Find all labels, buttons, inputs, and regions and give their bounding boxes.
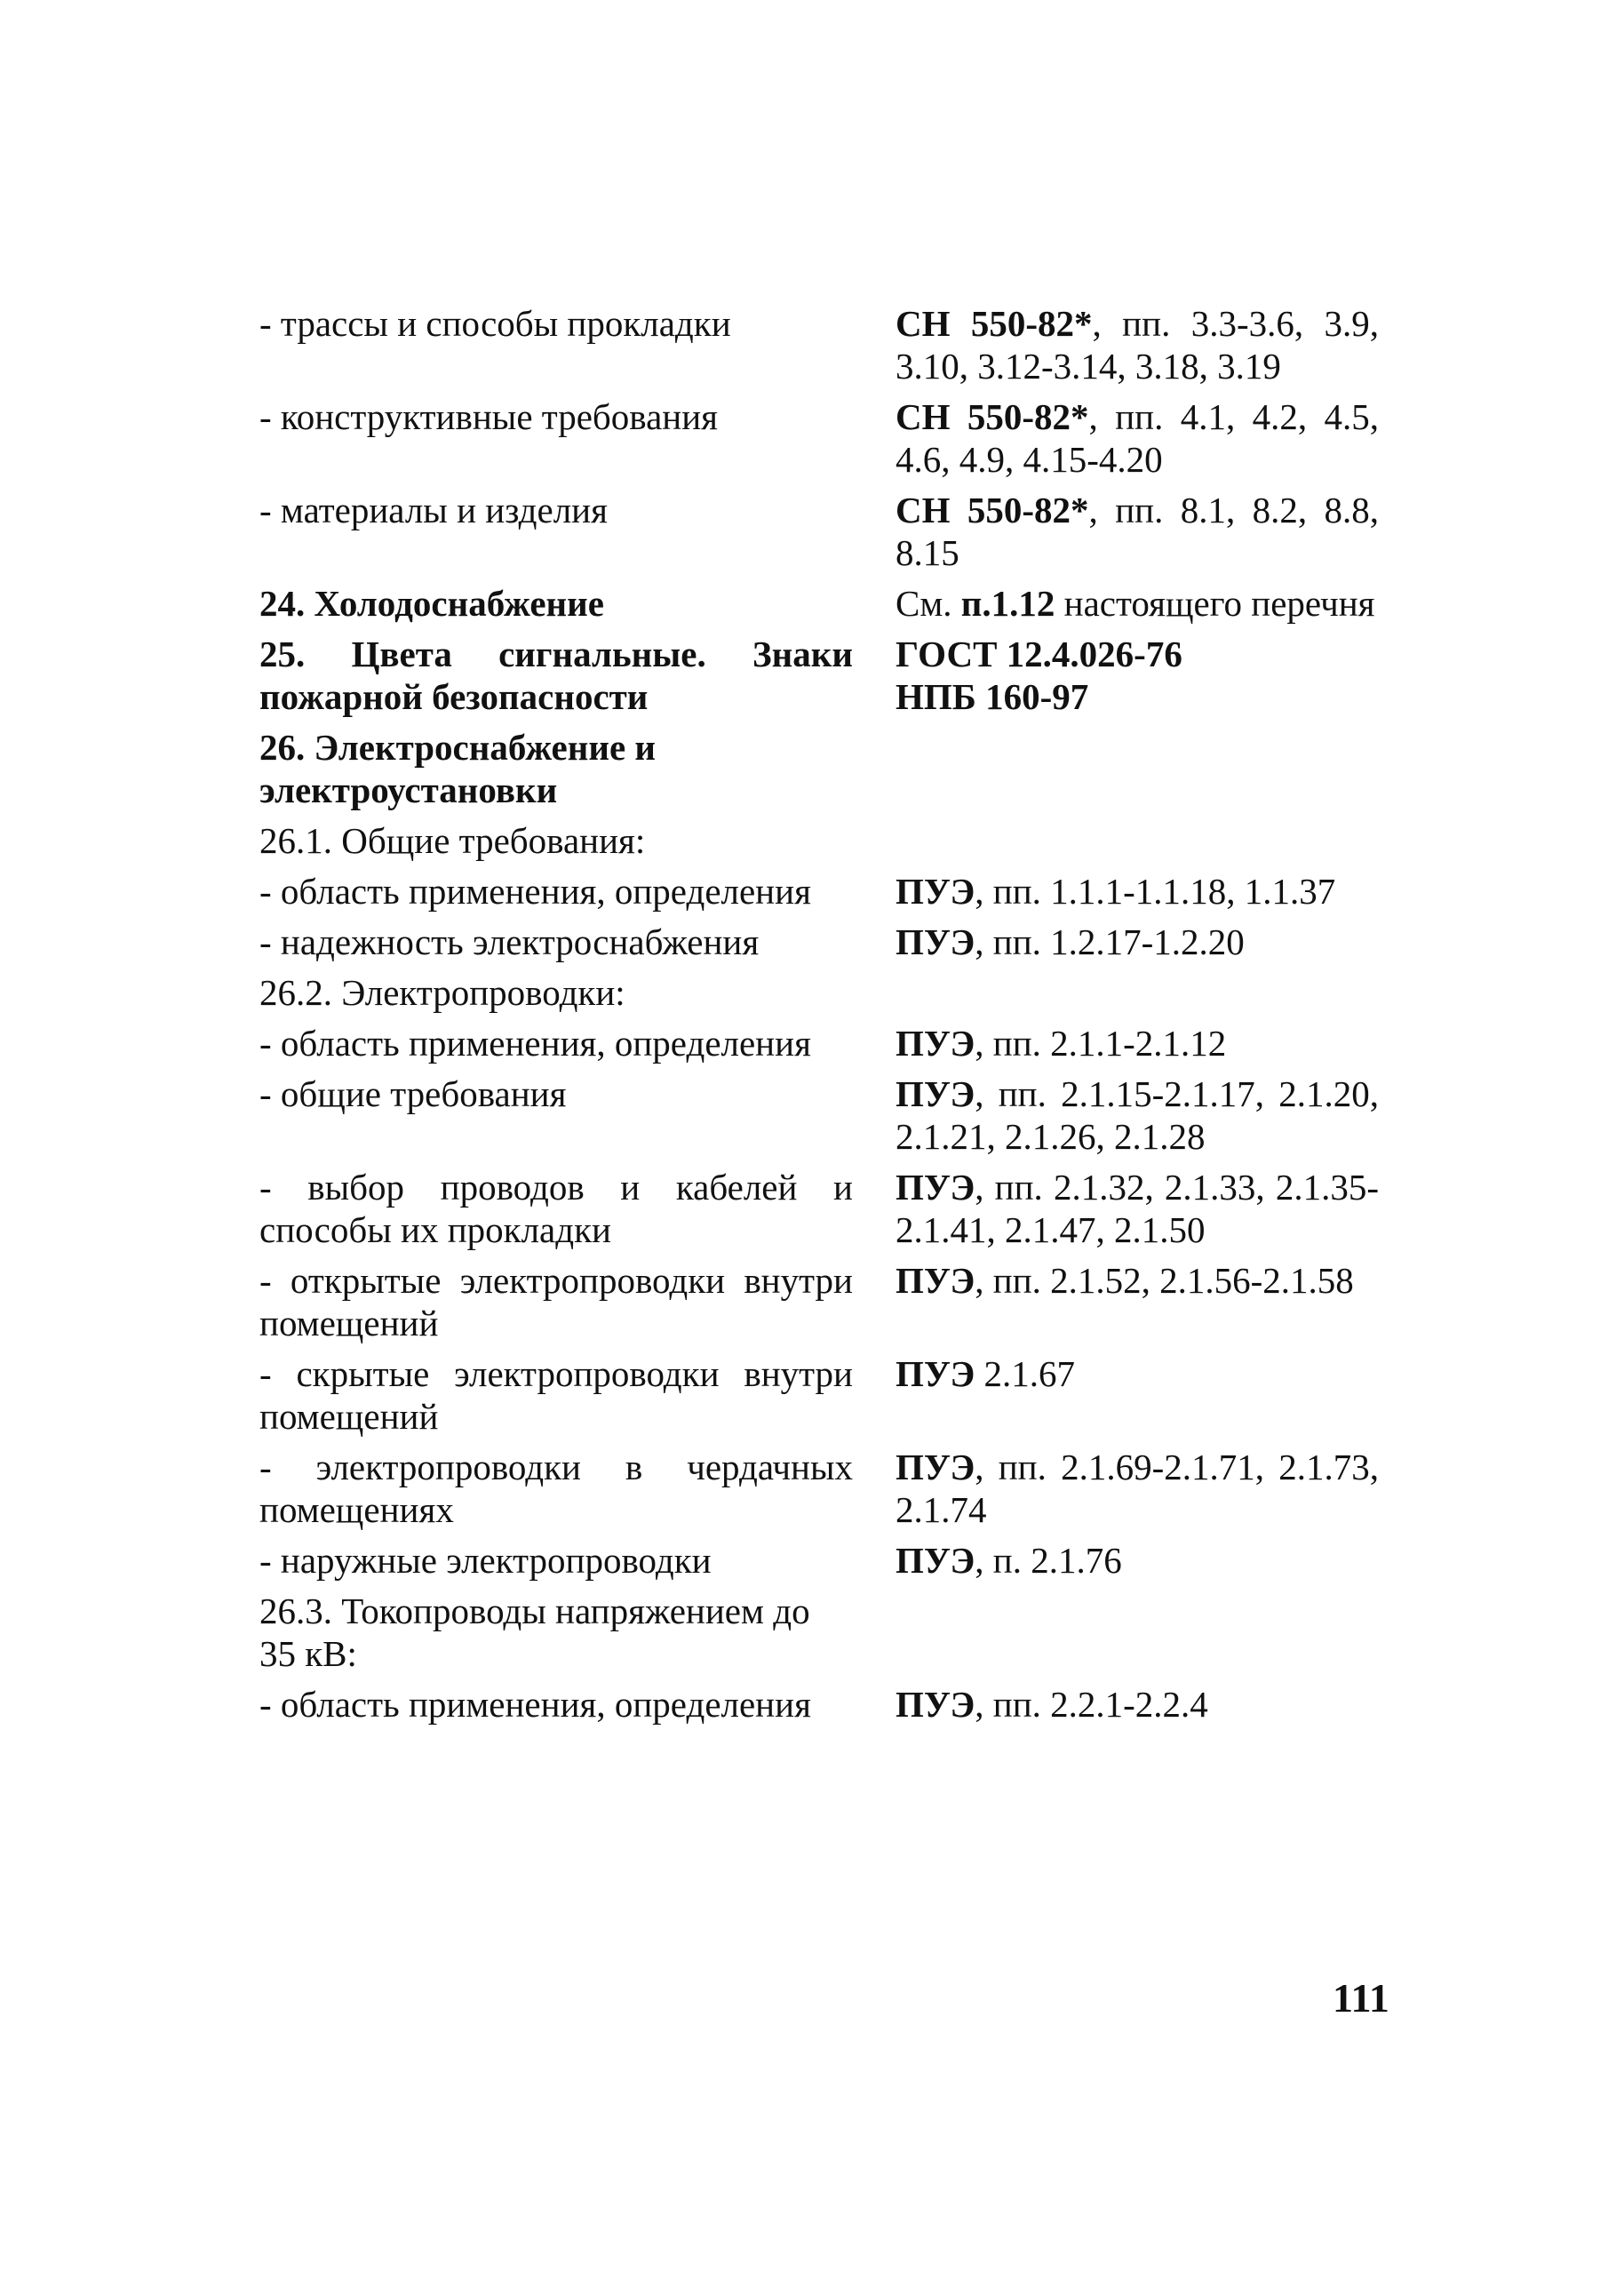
table-row	[259, 1539, 1379, 1582]
row-reference	[896, 633, 1379, 718]
reference-items: , пп. 1.2.17-1.2.20	[975, 921, 1245, 962]
reference-code: СН 550-82*	[896, 303, 1093, 344]
table-row	[259, 395, 1379, 481]
page-number: 111	[1333, 1975, 1389, 2021]
reference-items: , пп. 3.3-3.6, 3.9, 3.10, 3.12-3.14, 3.18, 3.19	[896, 303, 1379, 387]
table-row	[259, 1352, 1379, 1438]
reference-items: , пп. 2.2.1-2.2.4	[975, 1684, 1208, 1725]
table-row	[259, 1022, 1379, 1064]
table-row	[259, 302, 1379, 387]
table-row	[259, 1072, 1379, 1158]
row-reference	[896, 302, 1379, 387]
reference-code: ПУЭ	[896, 1540, 975, 1581]
row-reference	[896, 1166, 1379, 1251]
table-row	[259, 489, 1379, 574]
reference-items: , пп. 4.1, 4.2, 4.5, 4.6, 4.9, 4.15-4.20	[896, 396, 1379, 480]
reference-code: НПБ 160-97	[896, 676, 1089, 717]
table-row	[259, 1683, 1379, 1726]
reference-code: СН 550-82*	[896, 490, 1089, 530]
reference-items: , пп. 2.1.69-2.1.71, 2.1.73, 2.1.74	[896, 1447, 1379, 1530]
table-row	[259, 1166, 1379, 1251]
row-topic: - выбор проводов и кабелей и способы их прокладки	[259, 1167, 853, 1250]
row-topic: - область применения, определения	[259, 871, 811, 912]
reference-code: ПУЭ	[896, 871, 975, 912]
row-topic: - скрытые электропроводки внутри помещений	[259, 1353, 853, 1437]
reference-items: , пп. 1.1.1-1.1.18, 1.1.37	[975, 871, 1336, 912]
reference-items: , п. 2.1.76	[975, 1540, 1122, 1581]
table-row	[259, 582, 1379, 625]
table-row	[259, 633, 1379, 718]
reference-code: ПУЭ	[896, 1073, 975, 1114]
row-topic: - область применения, определения	[259, 1684, 811, 1725]
row-reference	[896, 1683, 1379, 1726]
row-topic: - надежность электроснабжения	[259, 921, 760, 962]
reference-items: 2.1.67	[975, 1353, 1075, 1394]
reference-items: , пп. 2.1.15-2.1.17, 2.1.20, 2.1.21, 2.1.26, 2.1.28	[896, 1073, 1379, 1157]
row-topic: - область применения, определения	[259, 1023, 811, 1064]
row-topic: - материалы и изделия	[259, 490, 608, 530]
reference-code: п.1.12	[960, 583, 1055, 624]
reference-code: ПУЭ	[896, 1023, 975, 1064]
reference-code: ПУЭ	[896, 1167, 975, 1208]
reference-code: ПУЭ	[896, 1684, 975, 1725]
row-reference	[896, 1539, 1379, 1582]
table-row	[259, 870, 1379, 913]
table-row	[259, 1590, 1379, 1675]
row-topic: - конструктивные требования	[259, 396, 719, 437]
row-topic: - открытые электропроводки внутри помещений	[259, 1260, 853, 1343]
reference-prefix: См.	[896, 583, 961, 624]
row-reference	[896, 1446, 1379, 1531]
table-row	[259, 1446, 1379, 1531]
section-heading-25: 25. Цвета сигнальные. Знаки пожарной безопасности	[259, 634, 853, 717]
table-row	[259, 726, 1379, 811]
table-row	[259, 819, 1379, 862]
row-reference	[896, 395, 1379, 481]
row-reference	[896, 870, 1379, 913]
table-row	[259, 971, 1379, 1014]
row-reference	[896, 582, 1379, 625]
reference-code: ПУЭ	[896, 1353, 975, 1394]
reference-code: СН 550-82*	[896, 396, 1089, 437]
subsection-heading: 26.1. Общие требования:	[259, 820, 646, 861]
row-reference	[896, 1352, 1379, 1395]
reference-code: ПУЭ	[896, 921, 975, 962]
subsection-heading: 26.2. Электропроводки:	[259, 972, 625, 1013]
reference-items: , пп. 2.1.32, 2.1.33, 2.1.35-2.1.41, 2.1.47, 2.1.50	[896, 1167, 1379, 1250]
reference-code: ПУЭ	[896, 1260, 975, 1301]
row-reference	[896, 1022, 1379, 1064]
row-topic: - общие требования	[259, 1073, 567, 1114]
row-topic: - наружные электропроводки	[259, 1540, 712, 1581]
table-row	[259, 921, 1379, 963]
reference-items: настоящего перечня	[1055, 583, 1375, 624]
reference-items: , пп. 8.1, 8.2, 8.8, 8.15	[896, 490, 1379, 573]
row-reference	[896, 1072, 1379, 1158]
section-heading-24: 24. Холодоснабжение	[259, 583, 604, 624]
reference-items: , пп. 2.1.52, 2.1.56-2.1.58	[975, 1260, 1354, 1301]
subsection-heading: 26.3. Токопроводы напряжением до 35 кВ:	[259, 1590, 810, 1674]
row-topic: - электропроводки в чердачных помещениях	[259, 1447, 853, 1530]
row-topic: - трассы и способы прокладки	[259, 303, 731, 344]
reference-table	[259, 302, 1379, 1734]
row-reference	[896, 921, 1379, 963]
reference-code: ПУЭ	[896, 1447, 975, 1487]
reference-code: ГОСТ 12.4.026-76	[896, 634, 1182, 674]
section-heading-26: 26. Электроснабжение и электроустановки	[259, 727, 657, 810]
reference-items: , пп. 2.1.1-2.1.12	[975, 1023, 1227, 1064]
row-reference	[896, 489, 1379, 574]
row-reference	[896, 1259, 1379, 1302]
table-row	[259, 1259, 1379, 1344]
